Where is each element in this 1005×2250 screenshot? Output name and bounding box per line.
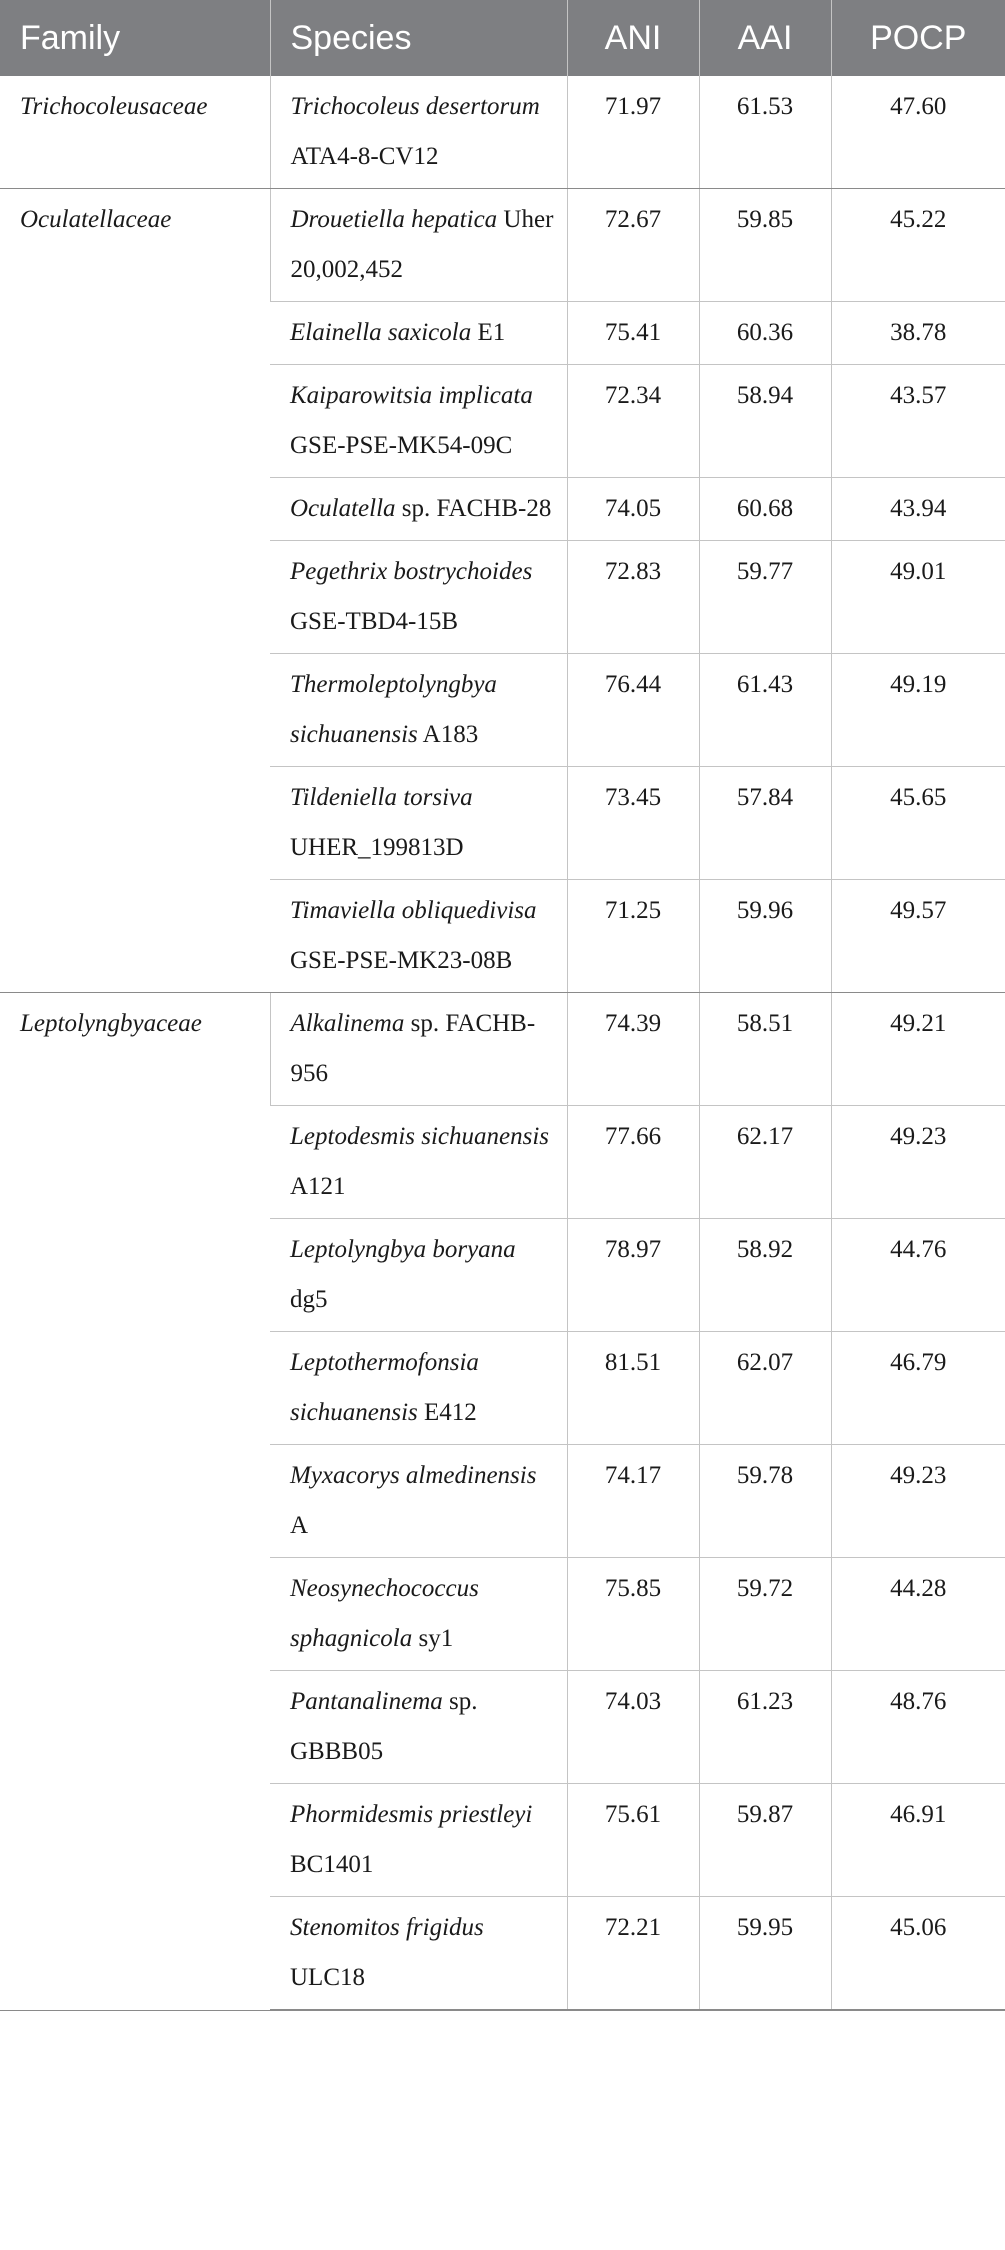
- species-cell: [270, 1671, 567, 1784]
- aai-value-cell: 58.94: [699, 365, 831, 478]
- pocp-value-cell: 46.91: [831, 1784, 1005, 1897]
- table-row: [0, 76, 1005, 189]
- pocp-value-cell: 49.23: [831, 1445, 1005, 1558]
- species-scientific-name: Phormidesmis priestleyi: [290, 1801, 533, 1828]
- aai-value-cell: 59.87: [699, 1784, 831, 1897]
- ani-value-cell: 74.05: [567, 478, 699, 541]
- species-scientific-name: Pegethrix bostrychoides: [290, 558, 533, 585]
- ani-value-cell: 75.41: [567, 302, 699, 365]
- ani-value-cell: 76.44: [567, 654, 699, 767]
- header-row: [0, 0, 1005, 76]
- aai-value-cell: 62.17: [699, 1106, 831, 1219]
- pocp-value-cell: 43.94: [831, 478, 1005, 541]
- species-strain: ATA4-8-CV12: [290, 93, 545, 170]
- aai-value-cell: 62.07: [699, 1332, 831, 1445]
- species-cell: [270, 880, 567, 993]
- species-scientific-name: Neosynechococcus sphagnicola: [290, 1575, 479, 1652]
- pocp-value-cell: 44.28: [831, 1558, 1005, 1671]
- aai-value-cell: 59.96: [699, 880, 831, 993]
- ani-value-cell: 74.17: [567, 1445, 699, 1558]
- pocp-value-cell: 38.78: [831, 302, 1005, 365]
- header-aai: AAI: [699, 0, 831, 76]
- species-cell: [270, 1445, 567, 1558]
- species-strain: BC1401: [290, 1801, 539, 1878]
- species-scientific-name: Leptodesmis sichuanensis: [290, 1123, 550, 1150]
- species-cell: [270, 365, 567, 478]
- species-cell: [270, 654, 567, 767]
- species-scientific-name: Elainella saxicola: [290, 319, 472, 346]
- ani-value-cell: 71.25: [567, 880, 699, 993]
- pocp-value-cell: 45.65: [831, 767, 1005, 880]
- species-cell: [270, 993, 567, 1106]
- pocp-value-cell: 49.19: [831, 654, 1005, 767]
- ani-value-cell: 74.39: [567, 993, 699, 1106]
- species-strain: E412: [417, 1399, 477, 1426]
- species-strain: sp. FACHB-28: [395, 495, 552, 522]
- aai-value-cell: 61.53: [699, 76, 831, 189]
- species-scientific-name: Thermoleptolyngbya sichuanensis: [290, 671, 497, 748]
- ani-value-cell: 73.45: [567, 767, 699, 880]
- species-scientific-name: Alkalinema: [290, 1010, 405, 1037]
- species-cell: [270, 76, 567, 189]
- header-species: Species: [270, 0, 567, 76]
- header-pocp: POCP: [831, 0, 1005, 76]
- aai-value-cell: 57.84: [699, 767, 831, 880]
- ani-value-cell: 75.61: [567, 1784, 699, 1897]
- species-cell: [270, 1784, 567, 1897]
- header-family: Family: [20, 19, 121, 57]
- aai-value-cell: 60.36: [699, 302, 831, 365]
- species-scientific-name: Trichocoleus desertorum: [290, 93, 540, 120]
- pocp-value-cell: 46.79: [831, 1332, 1005, 1445]
- species-scientific-name: Leptothermofonsia sichuanensis: [290, 1349, 479, 1426]
- species-scientific-name: Leptolyngbya boryana: [290, 1236, 516, 1263]
- species-scientific-name: Stenomitos frigidus: [290, 1914, 484, 1941]
- species-strain: sy1: [412, 1625, 454, 1652]
- species-cell: [270, 767, 567, 880]
- ani-value-cell: 75.85: [567, 1558, 699, 1671]
- aai-value-cell: 61.43: [699, 654, 831, 767]
- pocp-value-cell: 47.60: [831, 76, 1005, 189]
- species-cell: [270, 1219, 567, 1332]
- family-cell: Leptolyngbyaceae: [0, 993, 270, 2011]
- ani-value-cell: 78.97: [567, 1219, 699, 1332]
- species-strain: E1: [471, 319, 506, 346]
- pocp-value-cell: 48.76: [831, 1671, 1005, 1784]
- species-strain: sp. GBBB05: [290, 1688, 484, 1765]
- table-body: [0, 76, 1005, 2010]
- species-scientific-name: Pantanalinema: [290, 1688, 443, 1715]
- species-cell: [270, 1106, 567, 1219]
- species-cell: [270, 189, 567, 302]
- family-cell: Oculatellaceae: [0, 189, 270, 993]
- ani-value-cell: 72.34: [567, 365, 699, 478]
- species-scientific-name: Myxacorys almedinensis: [290, 1462, 537, 1489]
- species-strain: GSE-PSE-MK23-08B: [290, 897, 543, 974]
- pocp-value-cell: 45.22: [831, 189, 1005, 302]
- aai-value-cell: 61.23: [699, 1671, 831, 1784]
- species-strain: A121: [290, 1123, 554, 1200]
- species-strain: A183: [417, 721, 479, 748]
- aai-value-cell: 59.85: [699, 189, 831, 302]
- species-scientific-name: Drouetiella hepatica: [290, 206, 498, 233]
- species-strain: dg5: [290, 1236, 522, 1313]
- species-cell: [270, 1558, 567, 1671]
- pocp-value-cell: 49.57: [831, 880, 1005, 993]
- species-scientific-name: Oculatella: [290, 495, 396, 522]
- ani-value-cell: 77.66: [567, 1106, 699, 1219]
- ani-value-cell: 81.51: [567, 1332, 699, 1445]
- family-cell: Trichocoleusaceae: [0, 76, 270, 189]
- species-strain: Uher 20,002,452: [290, 206, 560, 283]
- ani-value-cell: 74.03: [567, 1671, 699, 1784]
- pocp-value-cell: 49.21: [831, 993, 1005, 1106]
- aai-value-cell: 59.72: [699, 1558, 831, 1671]
- species-strain: GSE-TBD4-15B: [290, 558, 539, 635]
- species-strain: UHER_199813D: [290, 784, 479, 861]
- species-cell: [270, 541, 567, 654]
- header-ani: ANI: [567, 0, 699, 76]
- aai-value-cell: 58.51: [699, 993, 831, 1106]
- ani-value-cell: 72.67: [567, 189, 699, 302]
- species-cell: [270, 1897, 567, 2011]
- species-strain: ULC18: [290, 1914, 491, 1991]
- pocp-value-cell: 43.57: [831, 365, 1005, 478]
- table-row: [0, 189, 1005, 302]
- species-scientific-name: Kaiparowitsia implicata: [290, 382, 533, 409]
- species-scientific-name: Tildeniella torsiva: [290, 784, 473, 811]
- aai-value-cell: 59.77: [699, 541, 831, 654]
- aai-value-cell: 59.78: [699, 1445, 831, 1558]
- table-row: [0, 993, 1005, 1106]
- species-strain: GSE-PSE-MK54-09C: [290, 382, 540, 459]
- species-cell: [270, 302, 567, 365]
- pocp-value-cell: 49.01: [831, 541, 1005, 654]
- species-scientific-name: Timaviella obliquedivisa: [290, 897, 537, 924]
- pocp-value-cell: 49.23: [831, 1106, 1005, 1219]
- pocp-value-cell: 45.06: [831, 1897, 1005, 2011]
- ani-value-cell: 72.83: [567, 541, 699, 654]
- table-header: [0, 0, 1005, 76]
- species-cell: [270, 478, 567, 541]
- pocp-value-cell: 44.76: [831, 1219, 1005, 1332]
- ani-value-cell: 71.97: [567, 76, 699, 189]
- aai-value-cell: 59.95: [699, 1897, 831, 2011]
- aai-value-cell: 60.68: [699, 478, 831, 541]
- species-strain: A: [290, 1462, 542, 1539]
- species-cell: [270, 1332, 567, 1445]
- aai-value-cell: 58.92: [699, 1219, 831, 1332]
- species-strain: sp. FACHB-956: [290, 1010, 536, 1087]
- ani-value-cell: 72.21: [567, 1897, 699, 2011]
